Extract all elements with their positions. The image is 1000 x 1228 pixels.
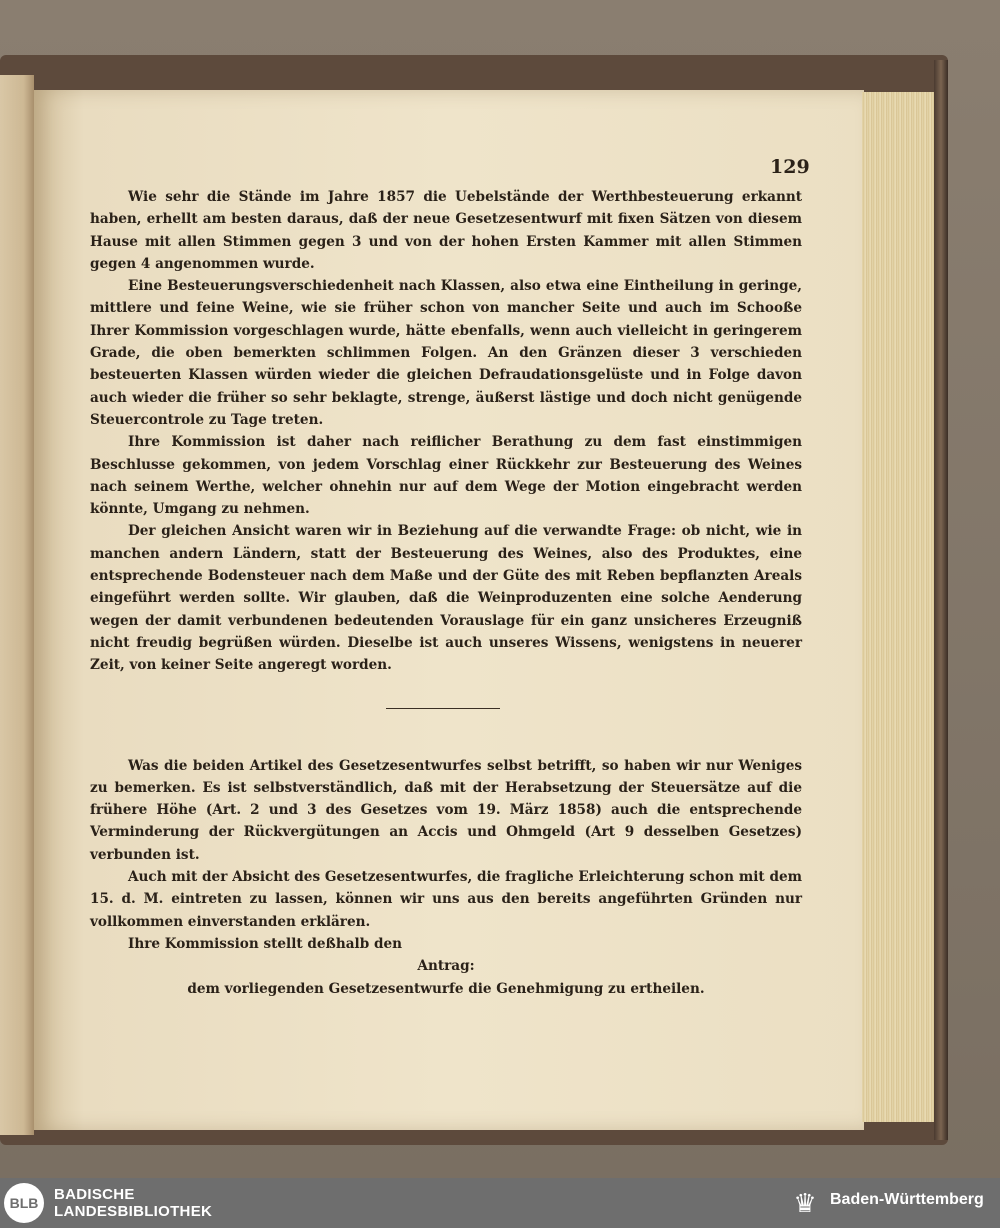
library-name-line1: BADISCHE xyxy=(54,1186,135,1203)
paragraph: Was die beiden Artikel des Gesetzesentwurfes selbst betrifft, so haben wir nur Weniges zu bemerken. Es ist selbstverständlich, daß mit der Herabsetzung der Steuersätze auf die frühere Höhe (Art. 2 und 3 des Gesetzes vom 19. März 1858) auch die entsprechende Verminderung der Rückvergütungen an Accis und Ohmgeld (Art 9 desselben Gesetzes) verbunden ist. xyxy=(90,757,802,863)
antrag-text: dem vorliegenden Gesetzesentwurfe die Genehmigung zu ertheilen. xyxy=(187,980,705,997)
library-name-line2: LANDESBIBLIOTHEK xyxy=(54,1203,213,1220)
book-spine xyxy=(934,60,948,1140)
paragraph: Ihre Kommission stellt deßhalb den xyxy=(128,935,402,952)
page-stack-edge xyxy=(862,92,937,1122)
blb-logo-icon[interactable]: BLB xyxy=(4,1183,44,1223)
left-page-edge xyxy=(0,75,34,1135)
paragraph: Der gleichen Ansicht waren wir in Beziehung auf die verwandte Frage: ob nicht, wie in manchen andern Ländern, statt der Besteuerung des Weines, also des Produktes, eine entsprechende Bodensteuer nach dem Maße und der Güte des mit Reben bepflanzten Areals eingeführt werden sollte. Wir glauben, daß die Weinproduzenten eine solche Aenderung wegen der damit verbundenen bedeutenden Vorauslage für ein ganz unsicheres Erzeugniß nicht freudig begrüßen würden. Dieselbe ist auch unseres Wissens, wenigstens in neuerer Zeit, von keiner Seite angeregt worden. xyxy=(90,523,802,674)
paragraph: Wie sehr die Stände im Jahre 1857 die Uebelstände der Werthbesteuerung erkannt haben, erhellt am besten daraus, daß der neue Gesetzesentwurf mit fixen Sätzen von diesem Hause mit allen Stimmen gegen 3 und von der hohen Ersten Kammer mit allen Stimmen gegen 4 angenommen wurde. xyxy=(90,189,802,272)
footer-bar xyxy=(0,1178,1000,1228)
paragraph: Eine Besteuerungsverschiedenheit nach Klassen, also etwa eine Eintheilung in geringe, mittlere und feine Weine, wie sie früher schon von mancher Seite und auch im Schooße Ihrer Kommission vorgeschlagen wurde, hätte ebenfalls, wenn auch vielleicht in geringerem Grade, die oben bemerkten schlimmen Folgen. An den Gränzen dieser 3 verschieden besteuerten Klassen würden wieder die gleichen Defraudationsgelüste und in Folge davon auch wieder die früher so sehr beklagte, strenge, äußerst lästige und doch nicht genügende Steuercontrole zu Tage treten. xyxy=(90,278,802,428)
antrag-heading: Antrag: xyxy=(417,958,475,975)
section-divider xyxy=(386,708,500,709)
paragraph: Ihre Kommission ist daher nach reiflicher Berathung zu dem fast einstimmigen Beschlusse gekommen, von jedem Vorschlag einer Rückkehr zur Besteuerung des Weines nach seinem Werthe, welcher ohnehin nur auf dem Wege der Motion eingebracht werden könnte, Umgang zu nehmen. xyxy=(90,434,802,518)
library-name[interactable] xyxy=(54,1186,212,1220)
paragraph: Auch mit der Absicht des Gesetzesentwurfes, die fragliche Erleichterung schon mit dem 15. d. M. eintreten zu lassen, können wir uns aus den bereits angeführten Gründen nur vollkommen einverstanden erklären. xyxy=(90,869,802,930)
coat-of-arms-icon[interactable]: ♛ xyxy=(793,1188,817,1218)
state-name[interactable]: Baden-Württemberg xyxy=(830,1191,984,1208)
page-body xyxy=(90,186,802,1000)
page-number: 129 xyxy=(770,156,810,178)
